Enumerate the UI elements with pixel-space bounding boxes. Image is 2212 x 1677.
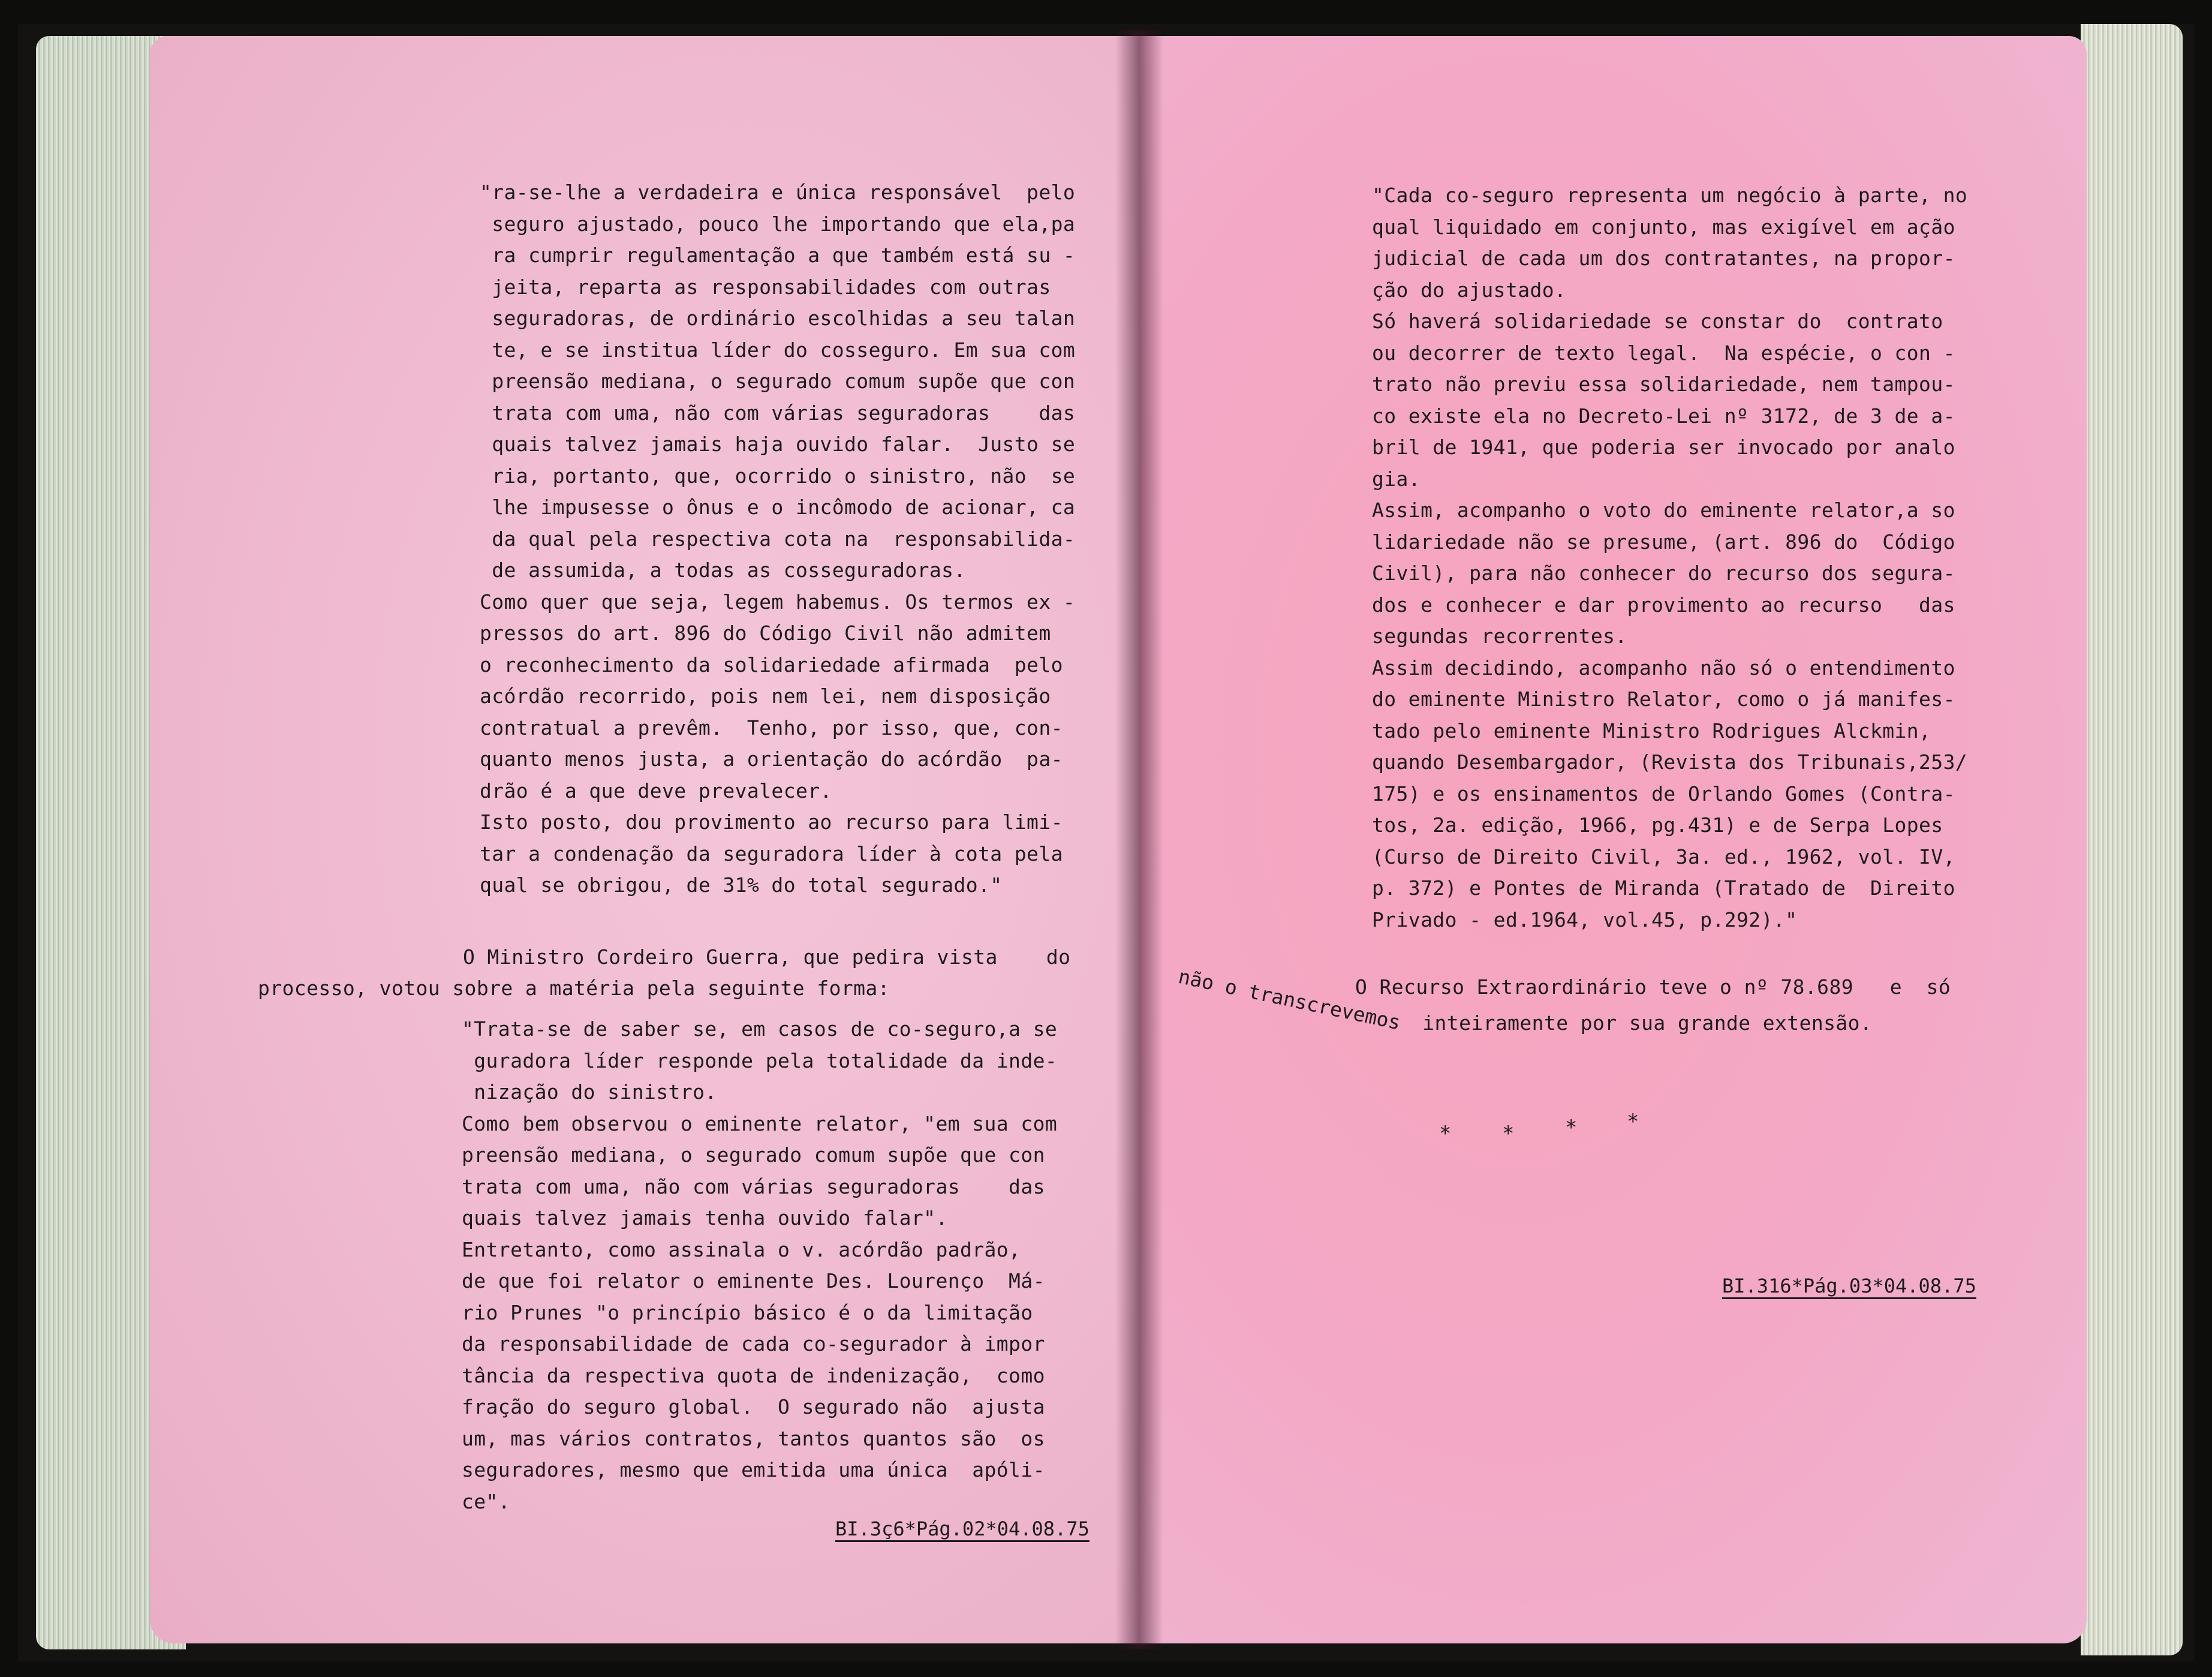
text-line: co existe ela no Decreto-Lei nº 3172, de 3 de a- <box>1372 404 1955 428</box>
text-line: pressos do art. 896 do Código Civil não admitem <box>480 621 1051 645</box>
text-line: tado pelo eminente Ministro Rodrigues Alckmin, <box>1372 719 1931 743</box>
text-line: da responsabilidade de cada co-segurador à impor <box>462 1332 1045 1356</box>
text-line: da qual pela respectiva cota na responsabilida- <box>480 527 1076 551</box>
right-quote <box>1372 180 1967 936</box>
text-line: p. 372) e Pontes de Miranda (Tratado de Direito <box>1372 876 1955 900</box>
text-line: trato não previu essa solidariedade, nem tampou- <box>1372 372 1955 396</box>
right-closing-curved-words: não o transcrevemos <box>1176 964 1403 1035</box>
right-closing-line-2: inteiramente por sua grande extensão. <box>1410 1011 1873 1035</box>
text-line: preensão mediana, o segurado comum supõe que con <box>480 369 1076 393</box>
text-line: (Curso de Direito Civil, 3a. ed., 1962, vol. IV, <box>1372 844 1955 868</box>
right-page-footer: BI.316*Pág.03*04.08.75 <box>1722 1275 1976 1297</box>
text-line: quais talvez jamais tenha ouvido falar". <box>462 1206 948 1230</box>
star: * <box>1627 1110 1639 1134</box>
text-line: ce". <box>462 1489 511 1513</box>
text-line: "Trata-se de saber se, em casos de co-seguro,a se <box>462 1017 1058 1041</box>
text-line: qual se obrigou, de 31% do total segurado." <box>480 873 1003 897</box>
text-line: Isto posto, dou provimento ao recurso para limi- <box>480 810 1063 834</box>
text-line: trata com uma, não com várias seguradoras das <box>480 401 1076 425</box>
text-line: 175) e os ensinamentos de Orlando Gomes (Contra- <box>1372 782 1955 806</box>
text-line: seguro ajustado, pouco lhe importando que ela,pa <box>480 212 1076 236</box>
text-line: ria, portanto, que, ocorrido o sinistro, não se <box>480 464 1076 488</box>
text-line: jeita, reparta as responsabilidades com outras <box>480 275 1051 299</box>
text-line: ra cumprir regulamentação a que também está su - <box>480 244 1076 267</box>
text-line: Assim decidindo, acompanho não só o entendimento <box>1372 656 1955 680</box>
text-line: acórdão recorrido, pois nem lei, nem disposição <box>480 684 1051 708</box>
text-line: ou decorrer de texto legal. Na espécie, o con - <box>1372 341 1955 365</box>
left-page-footer: BI.3ç6*Pág.02*04.08.75 <box>835 1517 1090 1540</box>
text-line: um, mas vários contratos, tantos quantos são os <box>462 1426 1045 1450</box>
star: * <box>1565 1116 1578 1140</box>
star: * <box>1439 1122 1452 1146</box>
right-closing-line-1: O Recurso Extraordinário teve o nº 78.689 e só <box>1355 975 1951 999</box>
text-line: seguradores, mesmo que emitida uma única apóli- <box>462 1458 1045 1481</box>
text-line: quanto menos justa, a orientação do acórdão pa- <box>480 747 1063 771</box>
text-line: judicial de cada um dos contratantes, na propor- <box>1372 247 1955 270</box>
text-line: fração do seguro global. O segurado não ajusta <box>462 1395 1045 1418</box>
text-line: qual liquidado em conjunto, mas exigível em ação <box>1372 215 1955 239</box>
left-quote-2 <box>462 1014 1057 1517</box>
text-line: preensão mediana, o segurado comum supõe que con <box>462 1143 1045 1167</box>
text-line: gia. <box>1372 467 1421 491</box>
left-intro-line-2: processo, votou sobre a matéria pela seguinte forma: <box>258 976 890 1000</box>
text-line: o reconhecimento da solidariedade afirmada pelo <box>480 653 1063 677</box>
text-line: Como bem observou o eminente relator, "em sua com <box>462 1111 1058 1135</box>
text-line: Como quer que seja, legem habemus. Os termos ex - <box>480 590 1076 614</box>
text-line: Só haverá solidariedade se constar do contrato <box>1372 309 1943 333</box>
text-line: lhe impusesse o ônus e o incômodo de acionar, ca <box>480 495 1076 519</box>
text-line: "Cada co-seguro representa um negócio à parte, no <box>1372 184 1968 207</box>
text-line: Civil), para não conhecer do recurso dos segura- <box>1372 561 1955 585</box>
text-line: quando Desembargador, (Revista dos Tribunais,253/ <box>1372 750 1968 774</box>
text-line: segundas recorrentes. <box>1372 624 1627 648</box>
text-line: drão é a que deve prevalecer. <box>480 779 832 803</box>
star: * <box>1502 1122 1515 1146</box>
text-line: Assim, acompanho o voto do eminente relator,a so <box>1372 498 1955 522</box>
text-line: contratual a prevêm. Tenho, por isso, que, con- <box>480 716 1063 740</box>
text-line: trata com uma, não com várias seguradoras das <box>462 1174 1045 1198</box>
text-line: nização do sinistro. <box>462 1080 717 1104</box>
text-line: rio Prunes "o princípio básico é o da limitação <box>462 1300 1033 1324</box>
text-line: Privado - ed.1964, vol.45, p.292)." <box>1372 907 1798 931</box>
text-line: tância da respectiva quota de indenização, como <box>462 1363 1045 1387</box>
text-line: dos e conhecer e dar provimento ao recurso das <box>1372 593 1955 617</box>
text-line: tar a condenação da seguradora líder à cota pela <box>480 841 1063 865</box>
right-page <box>1139 36 2087 1643</box>
text-line: quais talvez jamais haja ouvido falar. Justo se <box>480 432 1076 456</box>
text-line: de assumida, a todas as cosseguradoras. <box>480 558 966 582</box>
text-line: bril de 1941, que poderia ser invocado por analo <box>1372 435 1955 459</box>
text-line: "ra-se-lhe a verdadeira e única responsável pelo <box>480 181 1076 204</box>
text-line: de que foi relator o eminente Des. Lourenço Má- <box>462 1269 1045 1293</box>
left-intro-line-1: O Ministro Cordeiro Guerra, que pedira vista do <box>463 945 1071 969</box>
text-line: lidariedade não se presume, (art. 896 do Código <box>1372 530 1955 554</box>
text-line: seguradoras, de ordinário escolhidas a seu talan <box>480 306 1076 330</box>
text-line: ção do ajustado. <box>1372 278 1567 302</box>
text-line: tos, 2a. edição, 1966, pg.431) e de Serpa Lopes <box>1372 813 1943 837</box>
text-line: Entretanto, como assinala o v. acórdão padrão, <box>462 1237 1021 1261</box>
text-line: do eminente Ministro Relator, como o já manifes- <box>1372 687 1955 711</box>
left-page <box>150 36 1139 1643</box>
book-gutter <box>1115 30 1163 1649</box>
text-line: te, e se institua líder do cosseguro. Em sua com <box>480 338 1076 362</box>
left-quote-1 <box>480 177 1075 901</box>
right-page-edges <box>2081 24 2183 1655</box>
text-line: guradora líder responde pela totalidade da inde- <box>462 1048 1058 1072</box>
